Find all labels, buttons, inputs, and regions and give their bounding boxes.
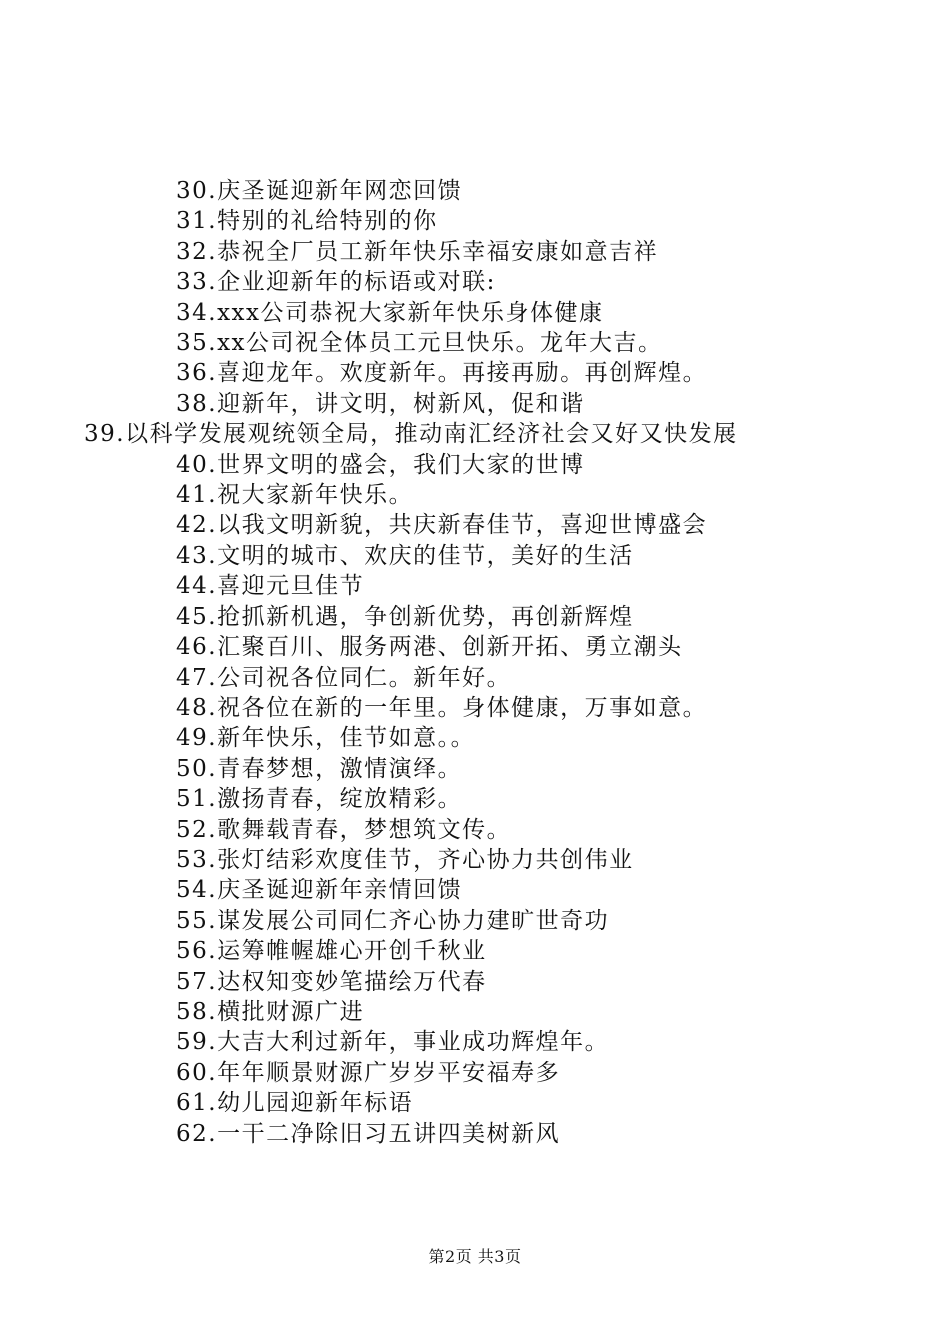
item-number: 41. <box>176 482 218 509</box>
list-item <box>0 510 950 540</box>
item-text: 迎新年，讲文明，树新风，促和谐 <box>217 390 585 417</box>
item-number: 55. <box>176 907 218 934</box>
item-number: 30. <box>176 178 218 204</box>
item-number: 52. <box>176 816 218 843</box>
item-text: 祝各位在新的一年里。身体健康，万事如意。 <box>217 694 708 721</box>
item-text: 横批财源广进 <box>217 998 365 1025</box>
item-number: 51. <box>176 786 218 813</box>
list-item <box>0 845 950 875</box>
item-number: 40. <box>176 451 218 478</box>
item-text: 喜迎龙年。欢度新年。再接再励。再创辉煌。 <box>217 360 708 387</box>
list-item <box>0 571 950 601</box>
item-number: 46. <box>176 634 218 661</box>
item-number: 38. <box>176 390 218 417</box>
item-text: 祝大家新年快乐。 <box>217 482 414 509</box>
item-text: 年年顺景财源广岁岁平安福寿多 <box>217 1059 561 1086</box>
item-text: 汇聚百川、服务两港、创新开拓、勇立潮头 <box>217 634 683 661</box>
list-item <box>0 450 950 480</box>
item-text: 大吉大利过新年，事业成功辉煌年。 <box>217 1029 610 1056</box>
list-item <box>0 997 950 1027</box>
item-text: 庆圣诞迎新年亲情回馈 <box>217 877 463 904</box>
item-text: 青春梦想，激情演绎。 <box>217 755 463 782</box>
list-item <box>0 1119 950 1149</box>
list-item <box>0 176 950 206</box>
list-item <box>0 693 950 723</box>
list-item <box>0 389 950 419</box>
list-item <box>0 875 950 905</box>
list-item <box>0 723 950 753</box>
item-number: 59. <box>176 1029 218 1056</box>
list-item <box>0 1027 950 1057</box>
item-number: 62. <box>176 1120 218 1147</box>
item-text: 谋发展公司同仁齐心协力建旷世奇功 <box>217 907 610 934</box>
item-number: 50. <box>176 755 218 782</box>
item-text: 世界文明的盛会，我们大家的世博 <box>217 451 585 478</box>
list-item <box>0 754 950 784</box>
item-number: 33. <box>176 269 218 296</box>
item-number: 42. <box>176 512 218 539</box>
item-text: 一干二净除旧习五讲四美树新风 <box>217 1120 561 1147</box>
item-number: 57. <box>176 968 218 995</box>
list-item <box>0 358 950 388</box>
list-item <box>0 906 950 936</box>
item-number: 44. <box>176 573 218 600</box>
list-item <box>0 206 950 236</box>
item-text: 文明的城市、欢庆的佳节，美好的生活 <box>217 542 634 569</box>
item-number: 35. <box>176 330 218 357</box>
item-number: 48. <box>176 694 218 721</box>
item-number: 31. <box>176 208 218 235</box>
item-number: 45. <box>176 603 218 630</box>
item-text: 运筹帷幄雄心开创千秋业 <box>217 938 487 965</box>
item-text: 幼儿园迎新年标语 <box>217 1090 414 1117</box>
item-text: 庆圣诞迎新年网恋回馈 <box>217 178 463 204</box>
list-item <box>0 967 950 997</box>
item-text: 以我文明新貌，共庆新春佳节，喜迎世博盛会 <box>217 512 708 539</box>
item-number: 36. <box>176 360 218 387</box>
item-text: 激扬青春，绽放精彩。 <box>217 786 463 813</box>
item-text: 达权知变妙笔描绘万代春 <box>217 968 487 995</box>
item-number: 47. <box>176 664 218 691</box>
item-number: 32. <box>176 238 218 265</box>
item-text: 喜迎元旦佳节 <box>217 573 365 600</box>
item-text: xx公司祝全体员工元旦快乐。龙年大吉。 <box>217 330 663 357</box>
item-number: 60. <box>176 1059 218 1086</box>
list-item <box>0 1088 950 1118</box>
list-item <box>0 663 950 693</box>
item-number: 61. <box>176 1090 218 1117</box>
item-text: 特别的礼给特别的你 <box>217 208 438 235</box>
item-text: 歌舞载青春，梦想筑文传。 <box>217 816 512 843</box>
item-number: 54. <box>176 877 218 904</box>
list-item <box>0 541 950 571</box>
item-number: 53. <box>176 846 218 873</box>
item-number: 58. <box>176 998 218 1025</box>
item-text: 张灯结彩欢度佳节，齐心协力共创伟业 <box>217 846 634 873</box>
list-item <box>0 632 950 662</box>
list-item <box>0 815 950 845</box>
item-number: 49. <box>176 725 218 752</box>
slogan-list <box>0 176 950 1149</box>
item-number: 34. <box>176 299 218 326</box>
list-item <box>0 602 950 632</box>
item-text: 以科学发展观统领全局，推动南汇经济社会又好又快发展 <box>125 421 738 448</box>
list-item <box>0 267 950 297</box>
item-text: 恭祝全厂员工新年快乐幸福安康如意吉祥 <box>217 238 659 265</box>
list-item <box>0 480 950 510</box>
list-item <box>0 419 950 449</box>
list-item <box>0 784 950 814</box>
item-text: 新年快乐，佳节如意。。 <box>217 725 476 752</box>
list-item <box>0 298 950 328</box>
item-number: 56. <box>176 938 218 965</box>
item-number: 39. <box>84 421 126 448</box>
list-item <box>0 237 950 267</box>
list-item <box>0 936 950 966</box>
item-text: 抢抓新机遇，争创新优势，再创新辉煌 <box>217 603 634 630</box>
list-item <box>0 1058 950 1088</box>
page-footer: 第2页 共3页 <box>428 1247 522 1266</box>
list-item <box>0 328 950 358</box>
item-text: 公司祝各位同仁。新年好。 <box>217 664 512 691</box>
item-text: 企业迎新年的标语或对联: <box>217 269 496 296</box>
item-text: xxx公司恭祝大家新年快乐身体健康 <box>217 299 604 326</box>
item-number: 43. <box>176 542 218 569</box>
